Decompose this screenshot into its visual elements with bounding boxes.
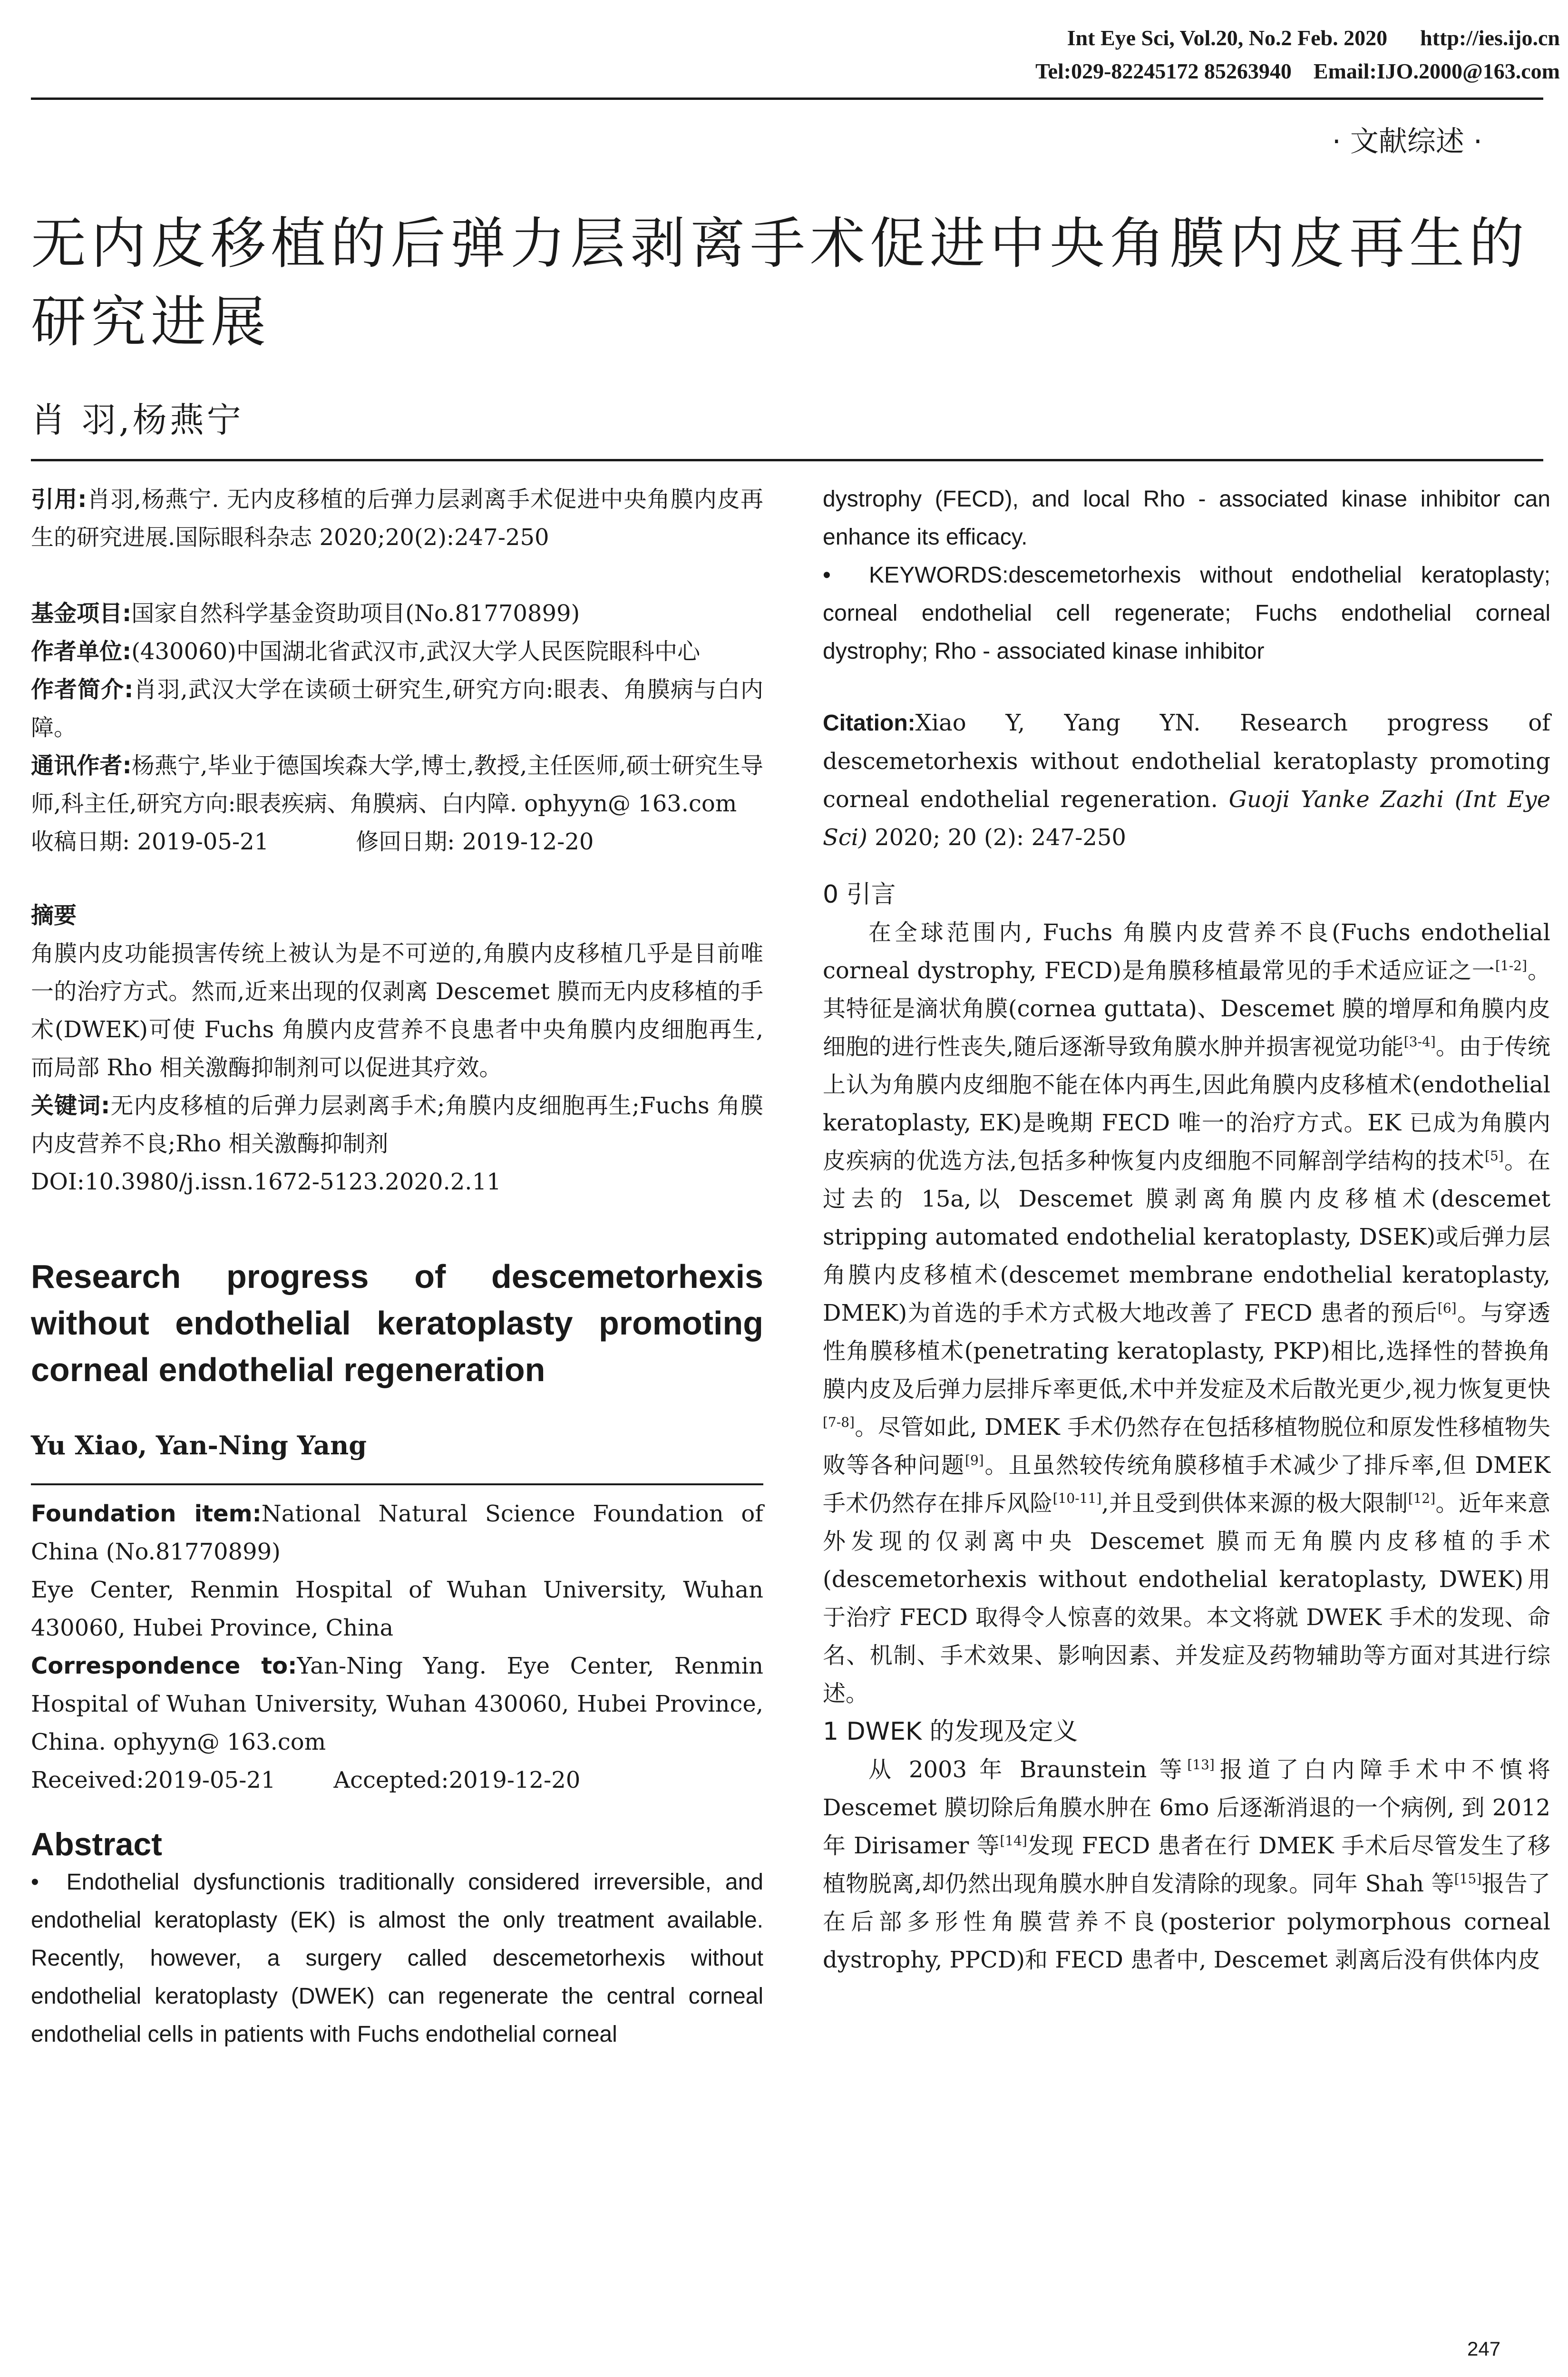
citation-en-label: Citation:: [823, 711, 915, 736]
title-rule: [31, 459, 1543, 461]
bio-cn: [31, 671, 763, 747]
dates-cn: [31, 823, 763, 861]
unit-cn-text: (430060)中国湖北省武汉市,武汉大学人民医院眼科中心: [131, 638, 701, 665]
title-en: Research progress of descemetorhexis without endothelial keratoplasty promoting corneal endothelial regeneration: [31, 1258, 763, 1388]
abstract-en-heading: Abstract: [31, 1826, 162, 1862]
citation-en-volume: 2020; 20 (2): 247-250: [867, 824, 1126, 851]
ref-cite[interactable]: [14]: [1000, 1833, 1027, 1849]
ref-cite[interactable]: [6]: [1437, 1300, 1457, 1316]
abstract-en-start: • Endothelial dysfunctionis traditionally considered irreversible, and endothelial keratoplasty (EK) is almost the only treatment available. Recently, however, a surgery called descemetorhexis without endothelial keratoplasty (DWEK) can regenerate the central corneal endothelial cells in patients with Fuchs endothelial corneal: [31, 1863, 763, 2054]
fund-cn-text: 国家自然科学基金资助项目(No.81770899): [131, 600, 580, 627]
journal-email[interactable]: Email:IJO.2000@163.com: [1313, 59, 1560, 83]
header-rule: [31, 97, 1543, 100]
section-tag: · 文献综述 ·: [1332, 125, 1482, 158]
ref-cite[interactable]: [7-8]: [823, 1414, 855, 1430]
citation-cn-label: 引用:: [31, 486, 87, 513]
fund-cn-label: 基金项目:: [31, 600, 132, 627]
authors-cn: 肖 羽,杨燕宁: [31, 400, 244, 440]
correspondence-en-text: Yan-Ning Yang. Eye Center, Renmin Hospital of Wuhan University, Wuhan 430060, Hubei Province, China. ophyyn@ 163.com: [31, 1653, 763, 1755]
received-cn: 收稿日期: 2019-05-21: [31, 828, 269, 855]
ref-cite[interactable]: [5]: [1485, 1148, 1504, 1164]
citation-en: [823, 704, 1550, 857]
unit-cn: [31, 633, 763, 671]
journal-url[interactable]: http://ies.ijo.cn: [1420, 26, 1560, 50]
running-header: [885, 21, 1560, 88]
correspondence-en: [31, 1647, 763, 1761]
foundation-en-text: National Natural Science Foundation of China (No.81770899): [31, 1500, 763, 1565]
keywords-cn-text: 无内皮移植的后弹力层剥离手术;角膜内皮细胞再生;Fuchs 角膜内皮营养不良;Rho 相关激酶抑制剂: [31, 1092, 763, 1157]
authors-en: Yu Xiao, Yan-Ning Yang: [31, 1430, 367, 1461]
keywords-cn-label: 关键词:: [31, 1092, 110, 1119]
foundation-en: [31, 1495, 763, 1571]
citation-en-journal: Guoji Yanke Zazhi (Int Eye Sci): [823, 786, 1551, 851]
keywords-en: [823, 556, 1550, 671]
dates-en: [31, 1761, 763, 1799]
left-column: [31, 480, 763, 2054]
keywords-en-label: KEYWORDS:: [869, 563, 1009, 588]
abstract-en-end: dystrophy (FECD), and local Rho - associated kinase inhibitor can enhance its efficacy.: [823, 487, 1550, 550]
corr-cn-label: 通讯作者:: [31, 752, 132, 779]
bio-cn-text: 肖羽,武汉大学在读硕士研究生,研究方向:眼表、角膜病与白内障。: [31, 676, 763, 741]
unit-cn-label: 作者单位:: [31, 638, 132, 665]
right-column: [823, 480, 1550, 1979]
doi[interactable]: DOI:10.3980/j.issn.1672-5123.2020.2.11: [31, 1169, 501, 1195]
revised-cn: 修回日期: 2019-12-20: [356, 828, 594, 855]
ref-cite[interactable]: [15]: [1454, 1871, 1482, 1887]
ref-cite[interactable]: [10-11]: [1052, 1490, 1102, 1506]
received-en: Received:2019-05-21: [31, 1767, 276, 1793]
citation-en-text: Xiao Y, Yang YN. Research progress of descemetorhexis without endothelial keratoplasty promoting corneal endothelial regeneration.: [823, 710, 1550, 813]
journal-tel: Tel:029-82245172 85263940: [1035, 59, 1292, 83]
bio-cn-label: 作者简介:: [31, 676, 134, 703]
correspondence-en-label: Correspondence to:: [31, 1653, 297, 1679]
page-number: 247: [1467, 2338, 1501, 2360]
keywords-en-text: descemetorhexis without endothelial keratoplasty; corneal endothelial cell regenerate; Fuchs endothelial corneal dystrophy; Rho - associated kinase inhibitor: [823, 563, 1550, 664]
fund-cn: [31, 594, 763, 633]
ref-cite[interactable]: [13]: [1187, 1757, 1215, 1773]
ref-cite[interactable]: [1-2]: [1495, 958, 1527, 974]
en-rule: [31, 1483, 763, 1485]
foundation-en-label: Foundation item:: [31, 1500, 262, 1527]
keywords-cn: [31, 1087, 763, 1163]
abstract-cn: 角膜内皮功能损害传统上被认为是不可逆的,角膜内皮移植几乎是目前唯一的治疗方式。然而,近来出现的仅剥离 Descemet 膜而无内皮移植的手术(DWEK)可使 Fuchs 角膜内皮营养不良患者中央角膜内皮细胞再生,而局部 Rho 相关激酶抑制剂可以促进其疗效。: [31, 940, 763, 1081]
abstract-cn-heading: 摘要: [31, 902, 77, 929]
accepted-en: Accepted:2019-12-20: [333, 1767, 581, 1793]
section-1-heading: 1 DWEK 的发现及定义: [823, 1717, 1078, 1746]
affiliation-en: Eye Center, Renmin Hospital of Wuhan University, Wuhan 430060, Hubei Province, China: [31, 1577, 763, 1641]
ref-cite[interactable]: [12]: [1408, 1490, 1436, 1506]
citation-cn: [31, 480, 763, 556]
intro-heading: 0 引言: [823, 880, 896, 909]
corr-cn-text: 杨燕宁,毕业于德国埃森大学,博士,教授,主任医师,硕士研究生导师,科主任,研究方向:眼表疾病、角膜病、白内障. ophyyn@ 163.com: [31, 752, 763, 817]
section-1-paragraph: 从 2003 年 Braunstein 等[13]报道了白内障手术中不慎将 Descemet 膜切除后角膜水肿在 6mo 后逐渐消退的一个病例, 到 2012 年 Dirisamer 等[14]发现 FECD 患者在行 DMEK 手术后尽管发生了移植物脱离,却仍然出现角膜水肿自发清除的现象。同年 Shah 等[15]报告了在后部多形性角膜营养不良(posterior polymorphous corneal dystrophy, PPCD)和 FECD 患者中, Descemet 剥离后没有供体内皮: [823, 1756, 1550, 1973]
corr-cn: [31, 747, 763, 823]
ref-cite[interactable]: [3-4]: [1403, 1034, 1436, 1050]
citation-cn-text: 肖羽,杨燕宁. 无内皮移植的后弹力层剥离手术促进中央角膜内皮再生的研究进展.国际眼科杂志 2020;20(2):247-250: [31, 486, 763, 551]
ref-cite[interactable]: [9]: [965, 1452, 984, 1468]
intro-paragraph: 在全球范围内, Fuchs 角膜内皮营养不良(Fuchs endothelial corneal dystrophy, FECD)是角膜移植最常见的手术适应证之一[1-2]。其特征是滴状角膜(cornea guttata)、Descemet 膜的增厚和角膜内皮细胞的进行性丧失,随后逐渐导致角膜水肿并损害视觉功能[3-4]。由于传统上认为角膜内皮细胞不能在体内再生,因此角膜内皮移植术(endothelial keratoplasty, EK)是晚期 FECD 唯一的治疗方式。EK 已成为角膜内皮疾病的优选方法,包括多种恢复内皮细胞不同解剖学结构的技术[5]。在过去的 15a,以 Descemet 膜剥离角膜内皮移植术(descemet stripping automated endothelial keratoplasty, DSEK)或后弹力层角膜内皮移植术(descemet membrane endothelial keratoplasty, DMEK)为首选的手术方式极大地改善了 FECD 患者的预后[6]。与穿透性角膜移植术(penetrating keratoplasty, PKP)相比,选择性的替换角膜内皮及后弹力层排斥率更低,术中并发症及术后散光更少,视力恢复更快[7-8]。尽管如此, DMEK 手术仍然存在包括移植物脱位和原发性移植物失败等各种问题[9]。且虽然较传统角膜移植手术减少了排斥率,但 DMEK 手术仍然存在排斥风险[10-11],并且受到供体来源的极大限制[12]。近年来意外发现的仅剥离中央 Descemet 膜而无角膜内皮移植的手术(descemetorhexis without endothelial keratoplasty, DWEK)用于治疗 FECD 取得令人惊喜的效果。本文将就 DWEK 手术的发现、命名、机制、手术效果、影响因素、并发症及药物辅助等方面对其进行综述。: [823, 919, 1550, 1707]
journal-issue: Int Eye Sci, Vol.20, No.2 Feb. 2020: [1067, 26, 1388, 50]
article-title: 无内皮移植的后弹力层剥离手术促进中央角膜内皮再生的研究进展: [31, 212, 1529, 354]
